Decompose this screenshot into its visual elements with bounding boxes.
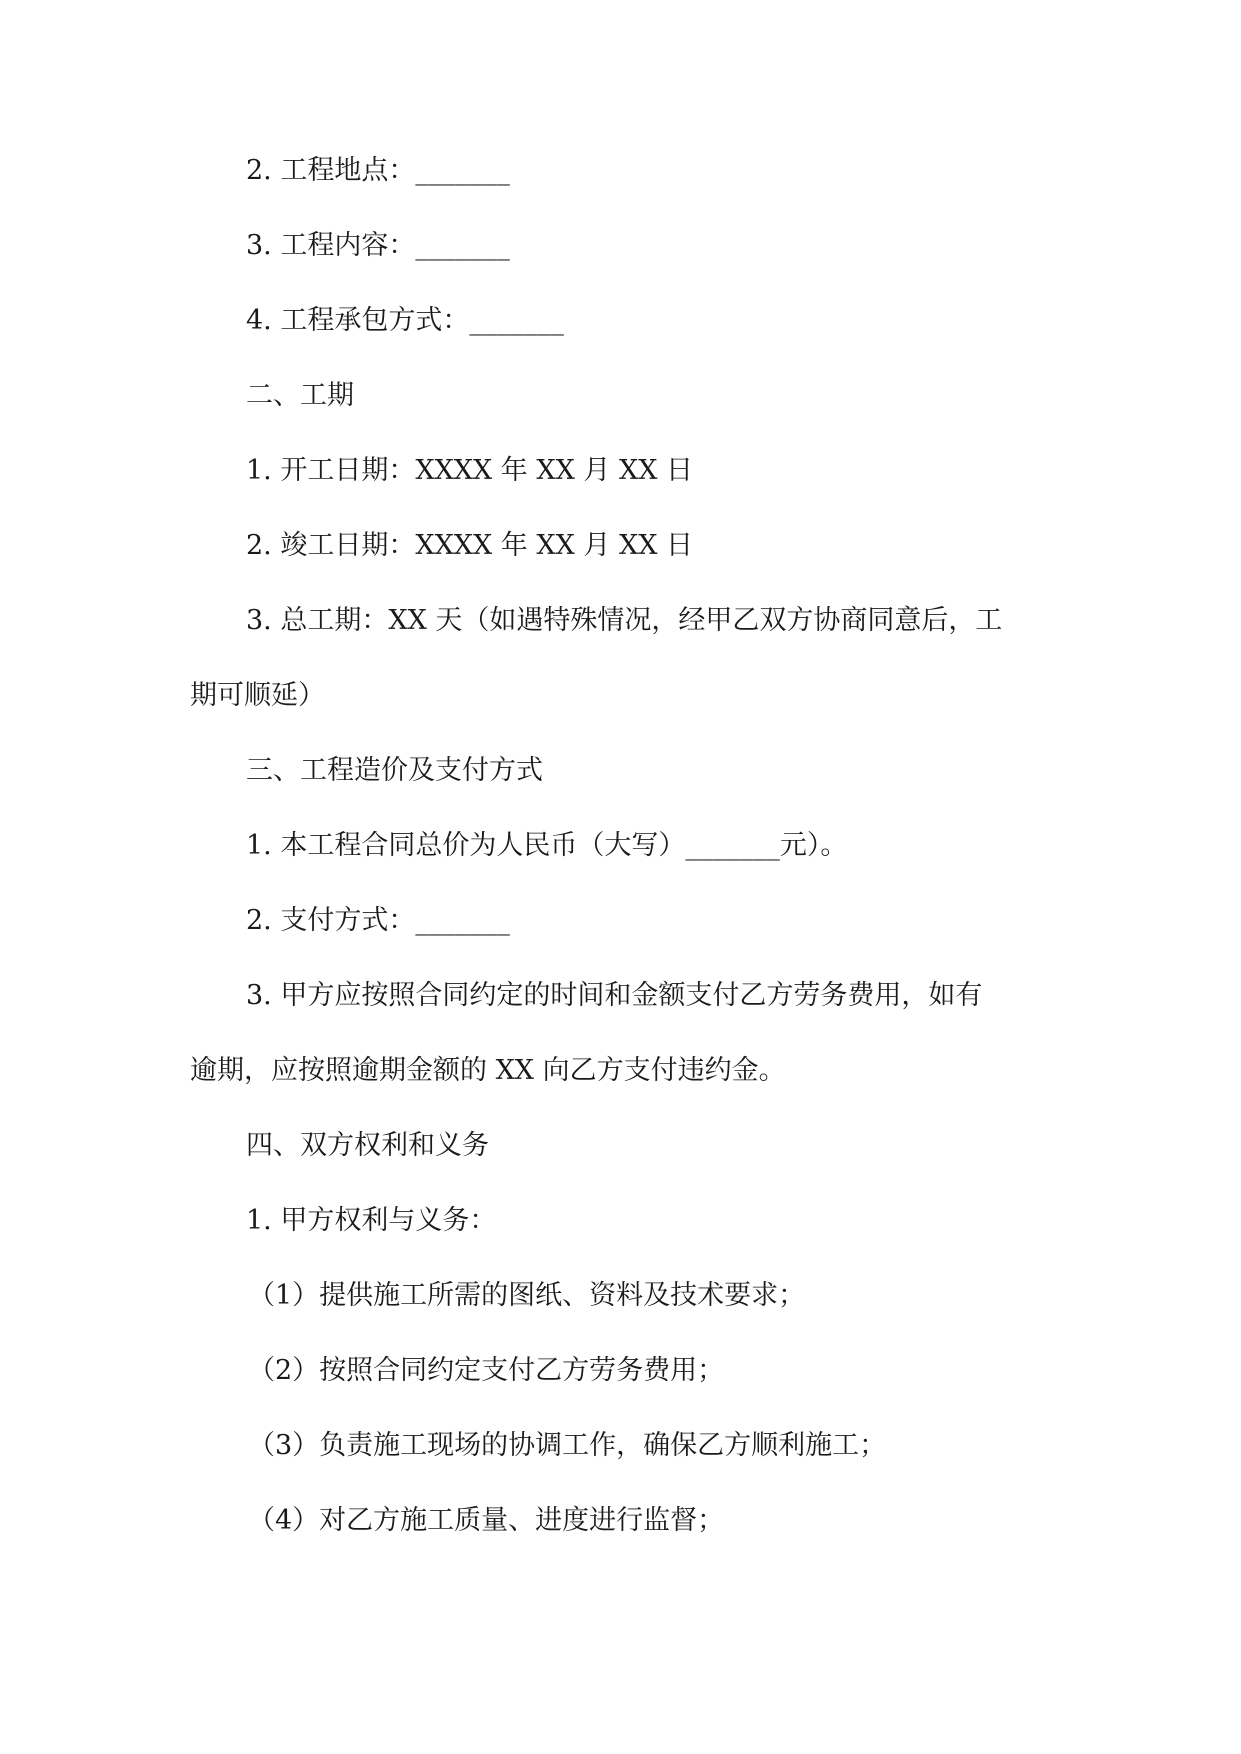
item-start-date: 1. 开工日期：XXXX 年 XX 月 XX 日 <box>246 455 694 486</box>
item-total-duration-continued: 期可顺延） <box>190 680 325 711</box>
item-contracting-method: 4. 工程承包方式：_______ <box>246 305 564 336</box>
item-project-location: 2. 工程地点：_______ <box>246 155 510 186</box>
section-heading-cost-payment: 三、工程造价及支付方式 <box>246 755 543 786</box>
section-heading-rights-obligations: 四、双方权利和义务 <box>246 1130 489 1161</box>
item-payment-obligation-continued: 逾期，应按照逾期金额的 XX 向乙方支付违约金。 <box>190 1055 786 1086</box>
subitem-supervise-quality: （4）对乙方施工质量、进度进行监督； <box>248 1505 725 1536</box>
item-completion-date: 2. 竣工日期：XXXX 年 XX 月 XX 日 <box>246 530 694 561</box>
item-total-duration: 3. 总工期：XX 天（如遇特殊情况，经甲乙双方协商同意后，工 <box>246 605 1003 636</box>
item-party-a-rights: 1. 甲方权利与义务： <box>246 1205 497 1236</box>
item-payment-obligation: 3. 甲方应按照合同约定的时间和金额支付乙方劳务费用，如有 <box>246 980 983 1011</box>
subitem-site-coordination: （3）负责施工现场的协调工作，确保乙方顺利施工； <box>248 1430 887 1461</box>
subitem-pay-labor-fees: （2）按照合同约定支付乙方劳务费用； <box>248 1355 725 1386</box>
item-payment-method: 2. 支付方式：_______ <box>246 905 510 936</box>
item-project-content: 3. 工程内容：_______ <box>246 230 510 261</box>
item-total-price: 1. 本工程合同总价为人民币（大写）_______元）。 <box>246 830 848 861</box>
subitem-provide-drawings: （1）提供施工所需的图纸、资料及技术要求； <box>248 1280 806 1311</box>
section-heading-duration: 二、工期 <box>246 380 354 411</box>
